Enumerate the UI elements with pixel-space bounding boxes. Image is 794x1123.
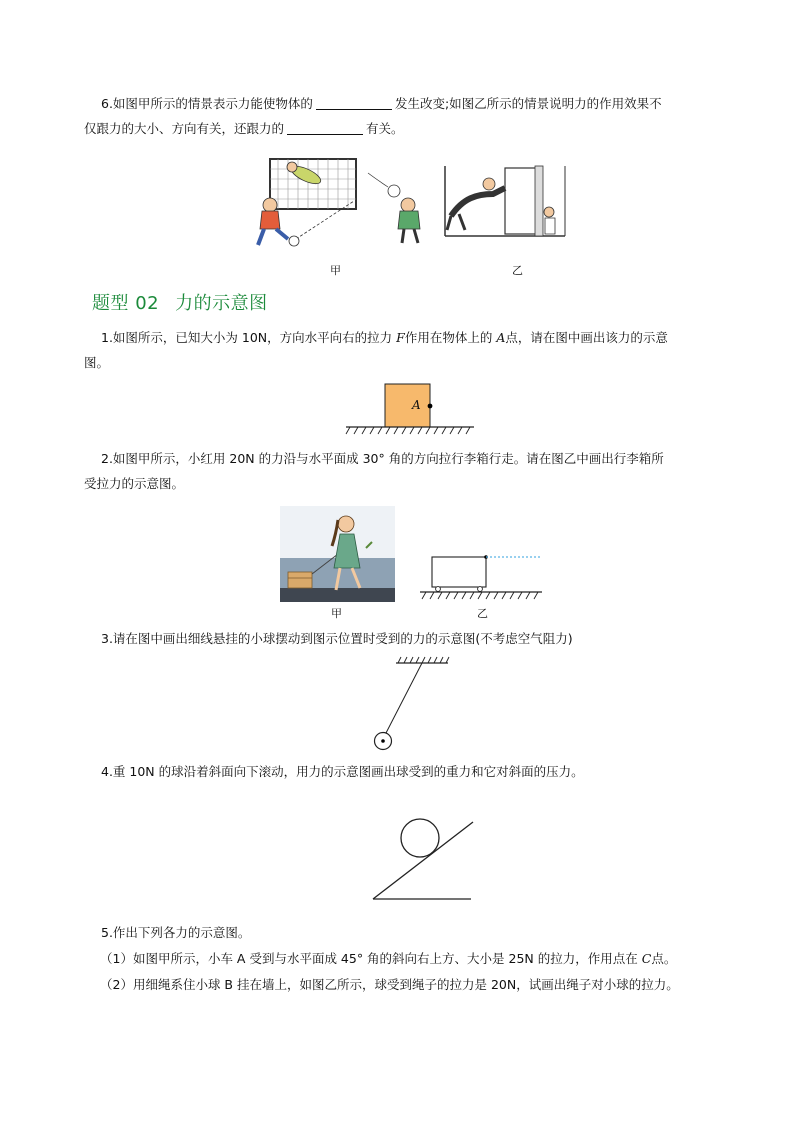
- q6-line1-part2: 发生改变;如图乙所示的情景说明力的作用效果不: [394, 96, 662, 111]
- suitcase-rect: [432, 557, 486, 587]
- problem-4-incline-figure: [370, 814, 476, 904]
- problem-5-item-2-text: （2）用细绳系住小球 B 挂在墙上，如图乙所示，球受到绳子的拉力是 20N，试画出绳子对小球的拉力。: [100, 977, 679, 992]
- block-A: [385, 384, 430, 427]
- q6-blank-2[interactable]: [287, 120, 363, 135]
- q6-soccer-illustration: [248, 153, 438, 253]
- problem-2-text: [84, 446, 724, 496]
- point-A: [428, 404, 433, 409]
- problem-1-part-c: 点，请在图中画出该力的示意: [505, 330, 668, 345]
- problem-2-figure-jia: [280, 506, 395, 602]
- problem-1-part-b: 作用在物体上的: [404, 330, 497, 345]
- problem-1-var-F: F: [396, 330, 405, 345]
- problem-5-item-1-part-b: 点。: [651, 951, 677, 966]
- q6-door-illustration: [443, 164, 567, 244]
- problem-1-var-A: A: [496, 330, 506, 345]
- problem-5-title: [84, 920, 724, 945]
- problem-5-item-2: [100, 972, 740, 997]
- q6-line2-part2: 有关。: [366, 121, 404, 136]
- problem-1-part-a: 1.如图所示，已知大小为 10N，方向水平向右的拉力: [101, 330, 397, 345]
- q6-caption-jia: 甲: [330, 264, 341, 277]
- q6-line1-part1: 6.如图甲所示的情景表示力能使物体的: [101, 96, 313, 111]
- problem-3-line: 3.请在图中画出细线悬挂的小球摆动到图示位置时受到的力的示意图(不考虑空气阻力): [101, 631, 573, 646]
- problem-2-caption-yi: 乙: [477, 607, 488, 620]
- problem-5-item-1-part-a: （1）如图甲所示，小车 A 受到与水平面成 45° 角的斜向右上方、大小是 25N 的拉力，作用点在: [100, 951, 642, 966]
- string: [386, 663, 422, 733]
- section-heading-number: 题型 02: [92, 293, 160, 314]
- problem-4-line: 4.重 10N 的球沿着斜面向下滚动，用力的示意图画出球受到的重力和它对斜面的压力。: [101, 764, 584, 779]
- problem-1-figure: [346, 384, 476, 436]
- problem-1-line2: 图。: [84, 355, 110, 370]
- problem-3-text: [84, 626, 724, 651]
- section-heading: [92, 289, 268, 315]
- q6-blank-1[interactable]: [316, 95, 392, 110]
- problem-2-caption-jia: 甲: [331, 607, 342, 620]
- section-heading-title: 力的示意图: [175, 293, 268, 314]
- block-A-label: A: [412, 398, 421, 412]
- problem-5-title-text: 5.作出下列各力的示意图。: [101, 925, 251, 940]
- q6-caption-yi: 乙: [512, 264, 523, 277]
- q6-line2-part1: 仅跟力的大小、方向有关，还跟力的: [84, 121, 285, 136]
- problem-2-figure-yi: [420, 554, 544, 604]
- rolling-ball: [401, 819, 439, 857]
- problem-1-text: [84, 325, 724, 375]
- problem-2-line1: 2.如图甲所示，小红用 20N 的力沿与水平面成 30° 角的方向拉行李箱行走。请在图乙中画出行李箱所: [101, 451, 664, 466]
- problem-4-text: [84, 759, 724, 784]
- q6-paragraph: [84, 91, 724, 141]
- problem-2-line2: 受拉力的示意图。: [84, 476, 185, 491]
- problem-5-item-1: [100, 946, 740, 971]
- problem-5-var-C: C: [641, 951, 652, 966]
- problem-3-pendulum-figure: [374, 656, 454, 756]
- ground-hatch: [346, 427, 470, 434]
